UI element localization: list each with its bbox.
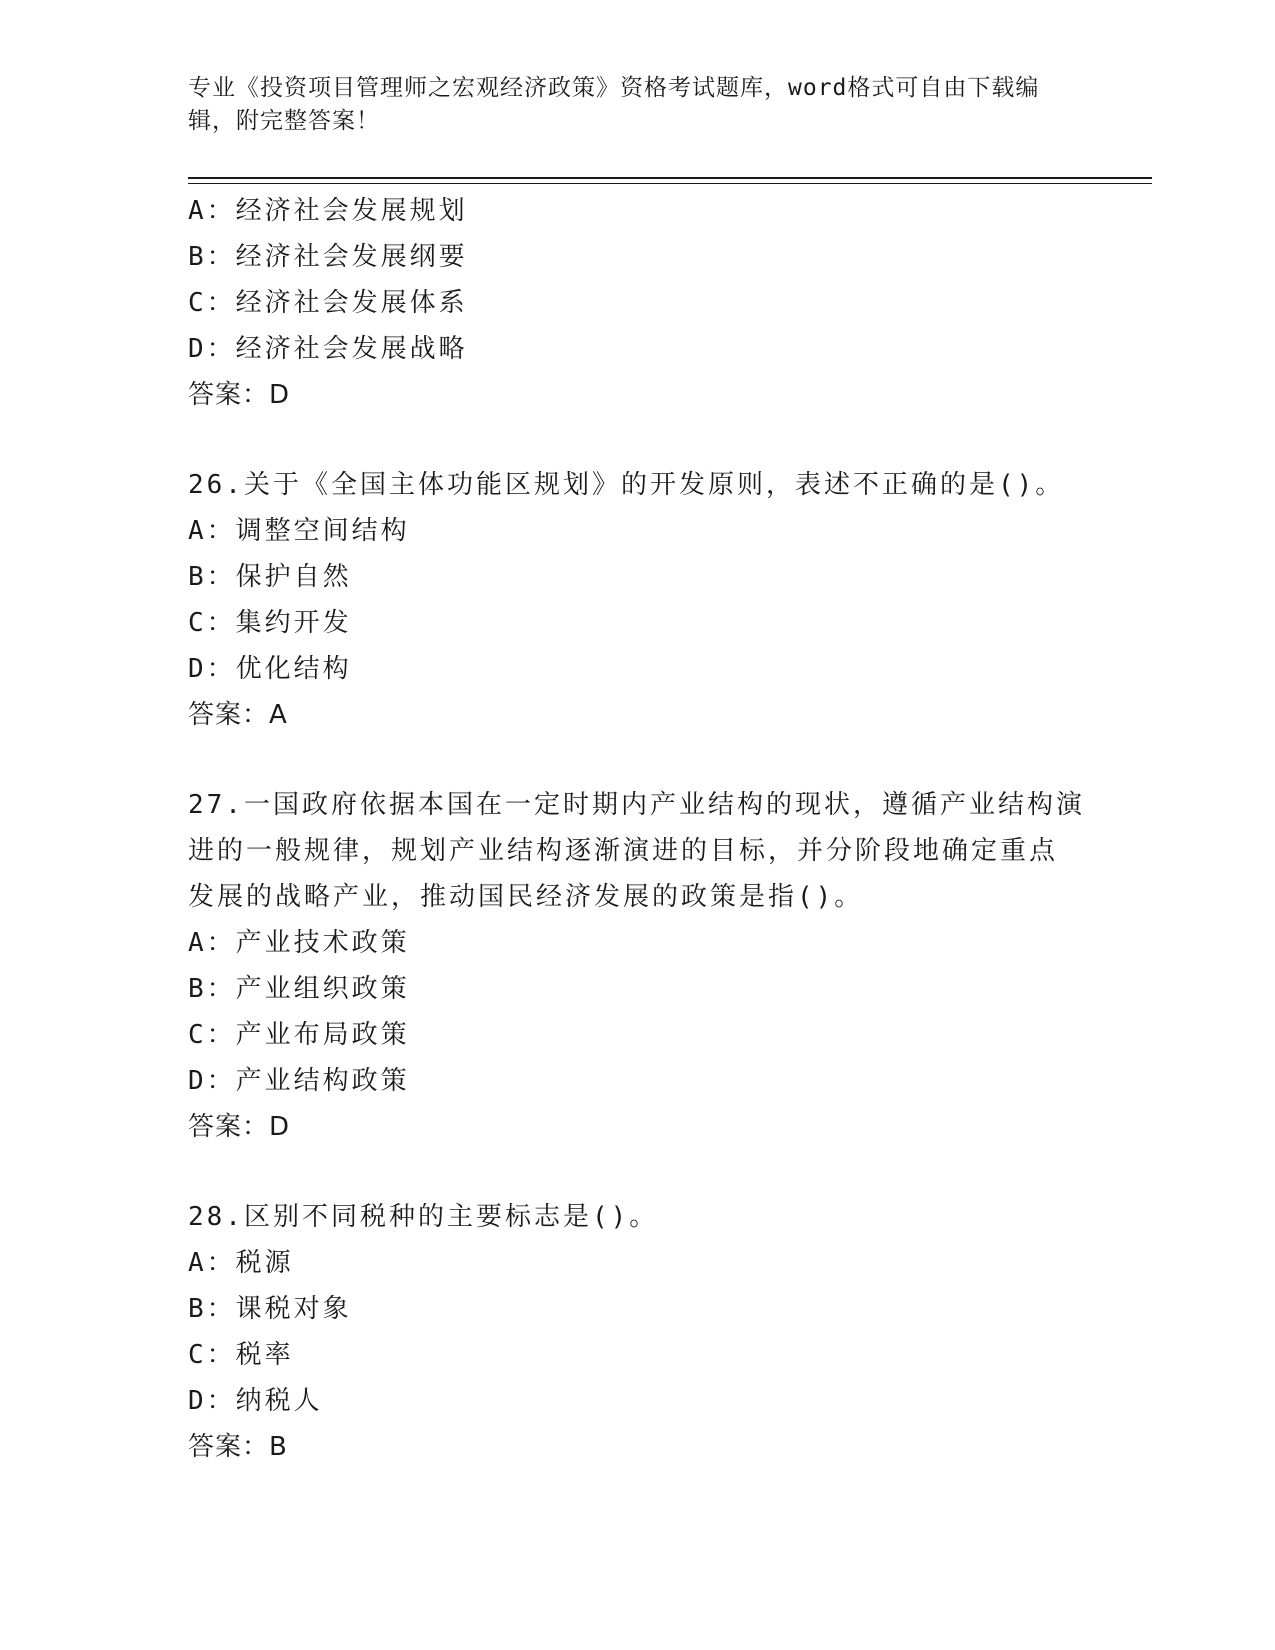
header-line-2: 辑，附完整答案！	[188, 108, 380, 134]
question-stem-line-3: 发展的战略产业，推动国民经济发展的政策是指()。	[188, 882, 864, 912]
option-a: A：税源	[188, 1248, 294, 1278]
header-line-1: 专业《投资项目管理师之宏观经济政策》资格考试题库，word格式可自由下载编	[188, 75, 1040, 101]
question-list	[188, 188, 1088, 1470]
question-stem: 28.区别不同税种的主要标志是()。	[188, 1202, 659, 1232]
spacer	[188, 738, 1088, 782]
option-a: A：经济社会发展规划	[188, 196, 468, 226]
question-25	[188, 188, 1088, 418]
option-b: B：产业组织政策	[188, 974, 410, 1004]
question-stem: 26.关于《全国主体功能区规划》的开发原则，表述不正确的是()。	[188, 470, 1065, 500]
option-c: C：税率	[188, 1340, 294, 1370]
option-c: C：产业布局政策	[188, 1020, 410, 1050]
option-c: C：经济社会发展体系	[188, 288, 468, 318]
option-d: D：纳税人	[188, 1386, 323, 1416]
question-27	[188, 782, 1088, 1150]
document-header	[188, 72, 1068, 138]
option-b: B：保护自然	[188, 562, 352, 592]
option-a: A：调整空间结构	[188, 516, 410, 546]
option-c: C：集约开发	[188, 608, 352, 638]
header-divider-thin	[188, 183, 1152, 184]
option-b: B：课税对象	[188, 1294, 352, 1324]
option-b: B：经济社会发展纲要	[188, 242, 468, 272]
option-d: D：产业结构政策	[188, 1066, 410, 1096]
question-26	[188, 462, 1088, 738]
answer: 答案：D	[188, 380, 291, 410]
header-divider-thick	[188, 177, 1152, 179]
question-28	[188, 1194, 1088, 1470]
question-stem-line-1: 27.一国政府依据本国在一定时期内产业结构的现状，遵循产业结构演	[188, 790, 1085, 820]
option-d: D：优化结构	[188, 654, 352, 684]
question-stem-line-2: 进的一般规律，规划产业结构逐渐演进的目标，并分阶段地确定重点	[188, 836, 1059, 866]
answer: 答案：D	[188, 1112, 291, 1142]
spacer	[188, 418, 1088, 462]
answer: 答案：A	[188, 700, 288, 730]
spacer	[188, 1150, 1088, 1194]
option-a: A：产业技术政策	[188, 928, 410, 958]
option-d: D：经济社会发展战略	[188, 334, 468, 364]
answer: 答案：B	[188, 1432, 288, 1462]
